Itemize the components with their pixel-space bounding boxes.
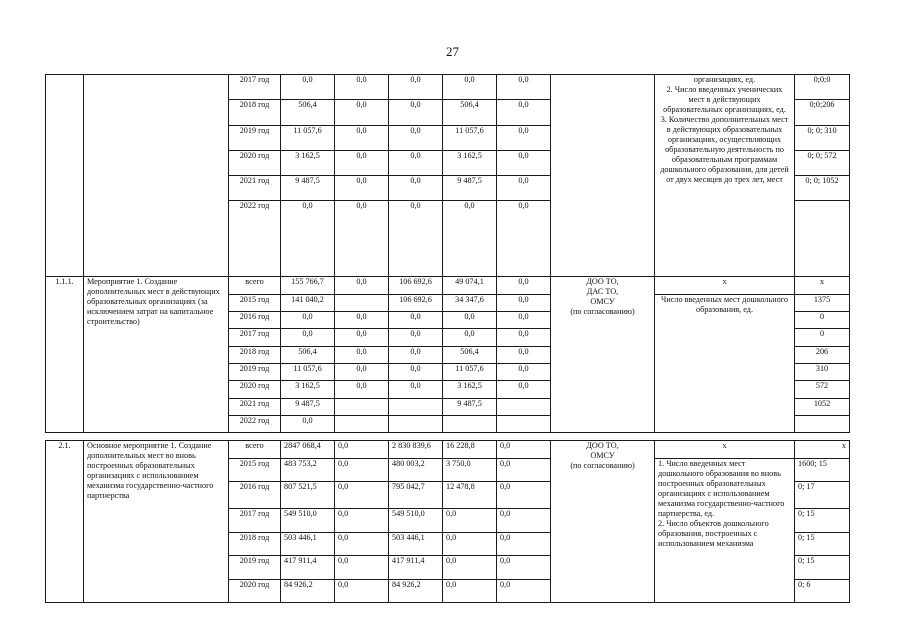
value-cell: 84 926,2 — [389, 579, 443, 603]
indicator-value-cell: 0; 0; 310 — [795, 125, 850, 150]
year-cell: 2017 год — [229, 75, 281, 100]
value-cell: 0,0 — [335, 556, 389, 580]
value-cell: 2847 068,4 — [281, 441, 335, 459]
value-cell: 483 753,2 — [281, 458, 335, 482]
year-cell: 2016 год — [229, 482, 281, 509]
indicator-value-cell: 206 — [795, 346, 850, 363]
value-cell: 0,0 — [281, 312, 335, 329]
value-cell: 417 911,4 — [281, 556, 335, 580]
executor-cell: ДОО ТО, ОМСУ (по согласованию) — [551, 441, 655, 603]
indicator-value-cell: 0;0;0 — [795, 75, 850, 100]
number-cell — [46, 75, 84, 277]
value-cell: 0,0 — [335, 75, 389, 100]
value-cell: 106 692,6 — [389, 294, 443, 311]
table-row — [46, 75, 850, 100]
value-cell: 0,0 — [497, 100, 551, 125]
value-cell: 106 692,6 — [389, 277, 443, 294]
value-cell: 3 162,5 — [443, 150, 497, 175]
page-number: 27 — [446, 44, 459, 59]
value-cell: 0,0 — [335, 100, 389, 125]
value-cell: 11 057,6 — [443, 363, 497, 380]
year-cell: 2015 год — [229, 294, 281, 311]
indicator-value-cell: 572 — [795, 381, 850, 398]
value-cell: 0,0 — [497, 579, 551, 603]
year-cell: 2020 год — [229, 381, 281, 398]
value-cell: 503 446,1 — [389, 532, 443, 556]
value-cell: 0,0 — [389, 75, 443, 100]
year-cell: 2016 год — [229, 312, 281, 329]
value-cell: 0,0 — [497, 381, 551, 398]
value-cell: 0,0 — [497, 312, 551, 329]
value-cell: 11 057,6 — [443, 125, 497, 150]
year-cell: 2021 год — [229, 176, 281, 201]
value-cell — [389, 415, 443, 432]
year-cell: 2021 год — [229, 398, 281, 415]
year-cell: 2019 год — [229, 363, 281, 380]
year-cell: 2018 год — [229, 346, 281, 363]
value-cell: 0,0 — [497, 294, 551, 311]
value-cell: 0,0 — [335, 201, 389, 277]
value-cell — [335, 398, 389, 415]
value-cell: 0,0 — [389, 363, 443, 380]
value-cell: 0,0 — [389, 125, 443, 150]
value-cell: 506,4 — [281, 100, 335, 125]
year-cell: 2015 год — [229, 458, 281, 482]
value-cell: 0,0 — [281, 415, 335, 432]
year-cell: 2018 год — [229, 100, 281, 125]
value-cell: 0,0 — [497, 482, 551, 509]
year-cell: 2019 год — [229, 125, 281, 150]
value-cell: 795 042,7 — [389, 482, 443, 509]
indicator-value-cell: 310 — [795, 363, 850, 380]
value-cell: 0,0 — [497, 458, 551, 482]
measures-table-continued — [45, 74, 850, 433]
value-cell: 0,0 — [443, 579, 497, 603]
year-cell: 2022 год — [229, 415, 281, 432]
value-cell: 0,0 — [389, 381, 443, 398]
value-cell: 12 478,8 — [443, 482, 497, 509]
value-cell: 0,0 — [335, 277, 389, 294]
indicator-value-cell: 0 — [795, 329, 850, 346]
indicator-value-cell — [795, 201, 850, 277]
value-cell: 0,0 — [497, 532, 551, 556]
value-cell: 0,0 — [335, 441, 389, 459]
value-cell — [335, 294, 389, 311]
year-cell: 2017 год — [229, 509, 281, 533]
value-cell: 0,0 — [335, 346, 389, 363]
value-cell: 549 510,0 — [281, 509, 335, 533]
value-cell: 506,4 — [281, 346, 335, 363]
value-cell: 0,0 — [443, 75, 497, 100]
value-cell: 0,0 — [443, 201, 497, 277]
value-cell: 0,0 — [389, 329, 443, 346]
indicator-value-cell: 0;0;206 — [795, 100, 850, 125]
value-cell — [443, 415, 497, 432]
table-row — [46, 441, 850, 459]
value-cell: 34 347,6 — [443, 294, 497, 311]
value-cell: 0,0 — [497, 201, 551, 277]
value-cell: 11 057,6 — [281, 125, 335, 150]
indicator-value-cell: 0; 0; 1052 — [795, 176, 850, 201]
value-cell: 0,0 — [443, 329, 497, 346]
value-cell: 0,0 — [497, 329, 551, 346]
value-cell: 0,0 — [497, 176, 551, 201]
indicator-name-cell: Число введенных мест дошкольного образования, ед. — [655, 294, 795, 432]
value-cell: 0,0 — [497, 556, 551, 580]
year-cell: 2022 год — [229, 201, 281, 277]
year-cell: 2018 год — [229, 532, 281, 556]
value-cell: 0,0 — [335, 381, 389, 398]
value-cell: 141 040,2 — [281, 294, 335, 311]
value-cell: 0,0 — [335, 125, 389, 150]
value-cell: 0,0 — [281, 329, 335, 346]
indicator-value-cell: 0; 17 — [795, 482, 850, 509]
value-cell — [497, 415, 551, 432]
value-cell: 0,0 — [389, 201, 443, 277]
value-cell: 0,0 — [497, 509, 551, 533]
value-cell: 0,0 — [281, 75, 335, 100]
value-cell: 9 487,5 — [443, 398, 497, 415]
value-cell: 506,4 — [443, 346, 497, 363]
value-cell: 0,0 — [389, 176, 443, 201]
value-cell: 0,0 — [335, 176, 389, 201]
value-cell: 0,0 — [497, 441, 551, 459]
value-cell: 0,0 — [335, 329, 389, 346]
executor-cell: ДОО ТО, ДАС ТО, ОМСУ (по согласованию) — [551, 277, 655, 433]
value-cell: 49 074,1 — [443, 277, 497, 294]
value-cell: 84 926,2 — [281, 579, 335, 603]
indicator-value-cell: 0; 15 — [795, 532, 850, 556]
value-cell: 2 830 839,6 — [389, 441, 443, 459]
value-cell: 3 162,5 — [443, 381, 497, 398]
value-cell: 0,0 — [497, 75, 551, 100]
value-cell — [497, 398, 551, 415]
value-cell: 0,0 — [335, 363, 389, 380]
value-cell: 0,0 — [497, 346, 551, 363]
value-cell: 0,0 — [389, 150, 443, 175]
value-cell: 0,0 — [443, 532, 497, 556]
indicator-value-cell: х — [795, 441, 850, 459]
value-cell: 0,0 — [335, 312, 389, 329]
value-cell: 0,0 — [443, 312, 497, 329]
indicator-value-cell: 1600; 15 — [795, 458, 850, 482]
indicator-value-cell: 0; 0; 572 — [795, 150, 850, 175]
value-cell: 3 162,5 — [281, 381, 335, 398]
year-cell: 2020 год — [229, 150, 281, 175]
value-cell: 0,0 — [335, 150, 389, 175]
measure-name: Мероприятие 1. Создание дополнительных мест в действующих образовательных организациях (за исключением затрат на капитальное строительство) — [84, 277, 229, 433]
indicator-value-cell: х — [795, 277, 850, 294]
value-cell: 503 446,1 — [281, 532, 335, 556]
value-cell: 807 521,5 — [281, 482, 335, 509]
value-cell — [389, 398, 443, 415]
value-cell: 0,0 — [335, 482, 389, 509]
value-cell: 0,0 — [335, 579, 389, 603]
main-measure-table — [45, 440, 850, 603]
year-cell: 2019 год — [229, 556, 281, 580]
value-cell: 3 750,0 — [443, 458, 497, 482]
value-cell: 0,0 — [443, 509, 497, 533]
value-cell: 0,0 — [335, 509, 389, 533]
value-cell: 11 057,6 — [281, 363, 335, 380]
year-cell: всего — [229, 441, 281, 459]
value-cell: 0,0 — [497, 363, 551, 380]
measure-number: 1.1.1. — [46, 277, 84, 433]
indicator-value-cell: 0; 6 — [795, 579, 850, 603]
value-cell: 506,4 — [443, 100, 497, 125]
indicator-value-cell: 0 — [795, 312, 850, 329]
value-cell: 16 228,8 — [443, 441, 497, 459]
value-cell — [335, 415, 389, 432]
indicator-name-cell: 1. Число введенных мест дошкольного образования во вновь построенных образовательных организациях с использованием механизма государственно-частного партнерства, ед. 2. Число объектов дошкольного образования, построенных с использованием механизма — [655, 458, 795, 603]
indicator-value-cell — [795, 415, 850, 432]
indicator-value-cell: 1375 — [795, 294, 850, 311]
value-cell: 0,0 — [443, 556, 497, 580]
name-cell — [84, 75, 229, 277]
indicator-header-x: х — [655, 441, 795, 459]
indicator-value-cell: 0; 15 — [795, 556, 850, 580]
indicator-value-cell: 1052 — [795, 398, 850, 415]
value-cell: 0,0 — [335, 458, 389, 482]
value-cell: 3 162,5 — [281, 150, 335, 175]
measure-name: Основное мероприятие 1. Создание дополнительных мест во вновь построенных образовательных организациях с использованием механизма государственно-частного партнерства — [84, 441, 229, 603]
value-cell: 549 510,0 — [389, 509, 443, 533]
value-cell: 9 487,5 — [281, 398, 335, 415]
indicator-header-x: х — [655, 277, 795, 294]
value-cell: 480 003,2 — [389, 458, 443, 482]
indicator-value-cell: 0; 15 — [795, 509, 850, 533]
executor-cell — [551, 75, 655, 277]
indicator-name-cell: организациях, ед. 2. Число введенных ученических мест в действующих образовательных организациях, ед. 3. Количество дополнительных мест в действующих образовательных организациях, осуществляющих образовательную деятельность по образовательным программам дошкольного образования, для детей от двух месяцев до трех лет, мест — [655, 75, 795, 277]
value-cell: 0,0 — [281, 201, 335, 277]
table-row — [46, 277, 850, 294]
value-cell: 9 487,5 — [443, 176, 497, 201]
value-cell: 0,0 — [497, 277, 551, 294]
year-cell: 2020 год — [229, 579, 281, 603]
year-cell: 2017 год — [229, 329, 281, 346]
value-cell: 417 911,4 — [389, 556, 443, 580]
measure-number: 2.1. — [46, 441, 84, 603]
value-cell: 0,0 — [497, 150, 551, 175]
value-cell: 155 766,7 — [281, 277, 335, 294]
value-cell: 0,0 — [389, 100, 443, 125]
value-cell: 0,0 — [389, 312, 443, 329]
value-cell: 9 487,5 — [281, 176, 335, 201]
value-cell: 0,0 — [497, 125, 551, 150]
year-cell: всего — [229, 277, 281, 294]
value-cell: 0,0 — [335, 532, 389, 556]
value-cell: 0,0 — [389, 346, 443, 363]
